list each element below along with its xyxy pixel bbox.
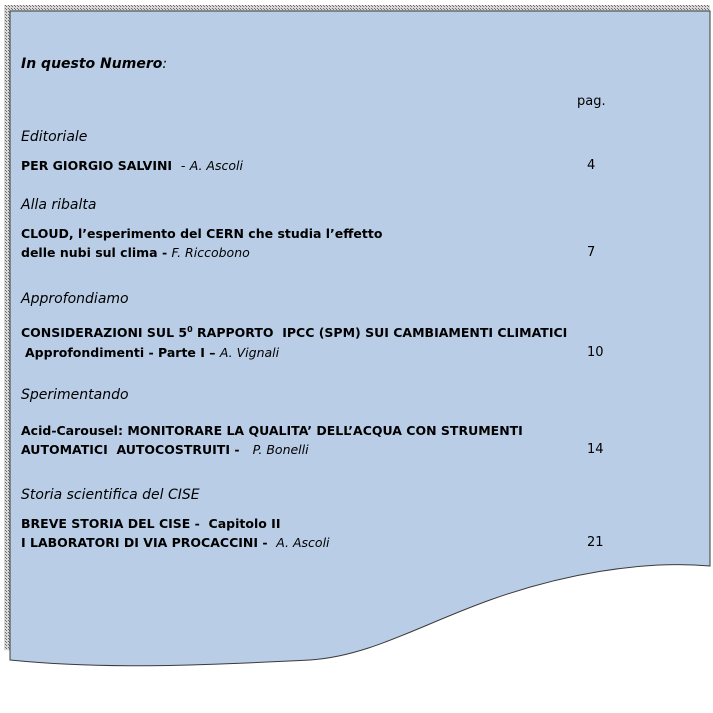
section-title-approfondiamo: Approfondiamo xyxy=(21,291,129,307)
toc-entry-editoriale[interactable]: PER GIORGIO SALVINI - A. Ascoli xyxy=(21,158,243,173)
author-name: F. Riccobono xyxy=(171,245,250,260)
toc-entry-acid-carousel-line2[interactable]: AUTOMATICI AUTOCOSTRUITI - P. Bonelli xyxy=(21,442,309,457)
toc-entry-ipcc-line1[interactable]: CONSIDERAZIONI SUL $5^0$ RAPPORTO IPCC (SPM) SUI CAMBIAMENTI CLIMATICI xyxy=(21,325,568,340)
author-name: P. Bonelli xyxy=(252,442,309,457)
toc-entry-cloud-line2[interactable]: delle nubi sul clima - F. Riccobono xyxy=(21,245,250,260)
page-number: 10 xyxy=(587,345,604,360)
toc-entry-ipcc-line2[interactable]: Approfondimenti - Parte I – A. Vignali xyxy=(25,345,280,360)
section-title-storia-cise: Storia scientifica del CISE xyxy=(21,487,200,503)
toc-heading: In questo Numero: xyxy=(21,56,168,72)
toc-entry-cise-line2[interactable]: I LABORATORI DI VIA PROCACCINI - A. Ascoli xyxy=(21,535,330,550)
author-name: A. Ascoli xyxy=(276,535,330,550)
page-column-label: pag. xyxy=(577,94,606,109)
page-number: 21 xyxy=(587,535,604,550)
toc-entry-cloud-line1[interactable]: CLOUD, l’esperimento del CERN che studia l’effetto xyxy=(21,226,383,241)
section-title-editoriale: Editoriale xyxy=(21,129,88,145)
toc-entry-acid-carousel-line1[interactable]: Acid-Carousel: MONITORARE LA QUALITA’ DELL’ACQUA CON STRUMENTI xyxy=(21,423,523,438)
author-name: A. Vignali xyxy=(219,345,280,360)
toc-entry-cise-line1[interactable]: BREVE STORIA DEL CISE - Capitolo II xyxy=(21,516,281,531)
section-title-alla-ribalta: Alla ribalta xyxy=(21,197,97,213)
section-title-sperimentando: Sperimentando xyxy=(21,387,129,403)
page-number: 14 xyxy=(587,442,604,457)
page-number: 4 xyxy=(587,158,596,173)
page-number: 7 xyxy=(587,245,596,260)
author-name: A. Ascoli xyxy=(189,158,243,173)
